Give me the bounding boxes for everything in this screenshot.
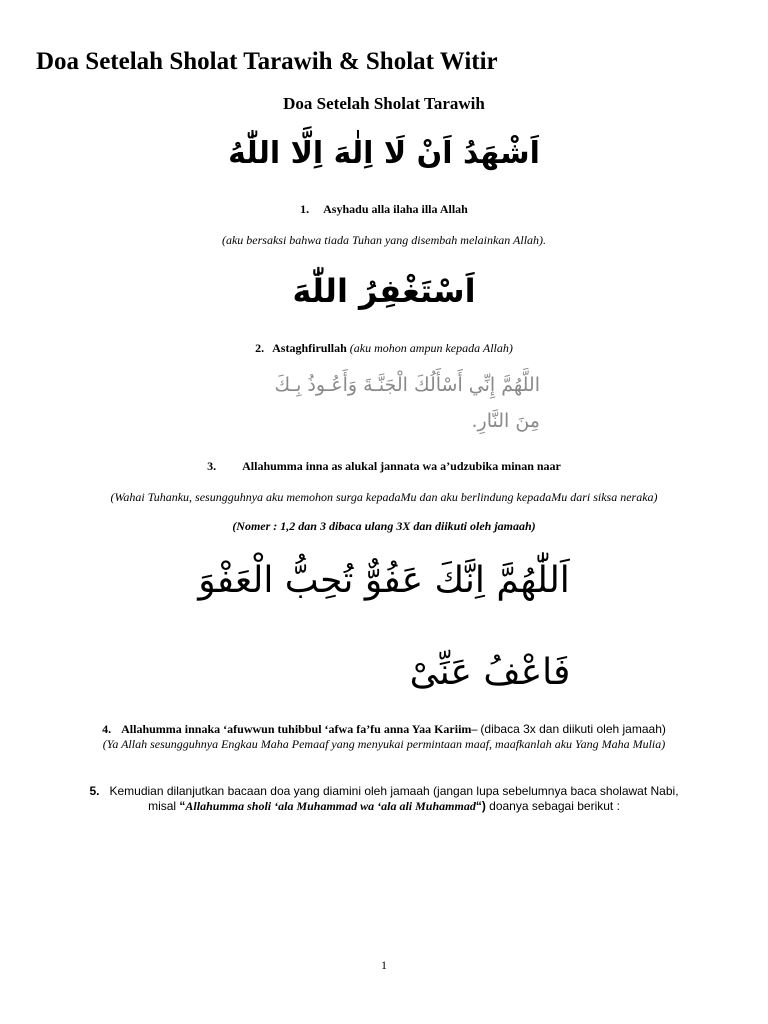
doa2-latin: Astaghfirullah — [272, 341, 347, 355]
doa3-latin: Allahumma inna as alukal jannata wa a’udzubika minan naar — [242, 459, 561, 473]
doa4-number: 4. — [102, 722, 112, 736]
section-subtitle: Doa Setelah Sholat Tarawih — [283, 94, 485, 113]
item5-quote: Allahumma sholi ‘ala Muhammad wa ‘ala ali Muhammad — [185, 799, 476, 813]
doa3-arabic-line1: اللَّهُمَّ إِنِّي أَسْأَلُكَ الْجَنَّـةَ وَأَعُـوذُ بِـكَ — [274, 374, 540, 396]
doa4-dash: – — [471, 722, 478, 736]
doa3-latin-line — [0, 459, 768, 474]
doa1-translation: (aku bersaksi bahwa tiada Tuhan yang disembah melainkan Allah). — [221, 233, 547, 247]
item5-quote-open: “ — [179, 799, 186, 813]
doa2-line — [0, 341, 768, 356]
doa2-arabic: اَسْتَغْفِرُ اللّٰهَ — [292, 272, 476, 310]
doa3-arabic-line2: مِنَ النَّارِ. — [471, 410, 540, 432]
doa3-note: (Nomer : 1,2 dan 3 dibaca ulang 3X dan diikuti oleh jamaah) — [232, 519, 536, 533]
item5-text — [30, 784, 738, 814]
item5-number: 5. — [89, 784, 100, 798]
doa4-text — [30, 722, 738, 752]
page-number: 1 — [381, 958, 387, 972]
item5-line2-start: misal — [148, 799, 180, 813]
page-title: Doa Setelah Sholat Tarawih & Sholat Witir — [36, 48, 498, 75]
item5-quote-close: “) — [475, 799, 486, 813]
doa4-arabic-line1: اَللّٰهُمَّ اِنَّكَ عَفُوٌّ تُحِبُّ الْعَفْوَ — [198, 560, 570, 601]
item5-line1: Kemudian dilanjutkan bacaan doa yang diamini oleh jamaah (jangan lupa sebelumnya baca sholawat Nabi, — [109, 784, 679, 798]
doa2-number: 2. — [255, 341, 265, 355]
doa4-instruction: (dibaca 3x dan diikuti oleh jamaah) — [480, 722, 666, 736]
doa1-latin: Asyhadu alla ilaha illa Allah — [323, 202, 468, 216]
item5-line2-end: doanya sebagai berikut : — [485, 799, 620, 813]
doa1-number: 1. — [300, 202, 310, 216]
doa4-arabic-line2: فَاعْفُ عَنِّىْ — [409, 652, 571, 693]
doa3-number: 3. — [207, 459, 217, 473]
doa3-translation: (Wahai Tuhanku, sesungguhnya aku memohon surga kepadaMu dan aku berlindung kepadaMu dari siksa neraka) — [110, 490, 658, 504]
doa1-arabic: اَشْهَدُ اَنْ لَا اِلٰهَ اِلَّا اللّٰهُ — [228, 136, 540, 171]
doa1-latin-line — [0, 202, 768, 217]
doa4-latin: Allahumma innaka ‘afuwwun tuhibbul ‘afwa fa’fu anna Yaa Kariim — [121, 722, 472, 736]
doa4-translation: (Ya Allah sesungguhnya Engkau Maha Pemaaf yang menyukai permintaan maaf, maafkanlah aku Yang Maha Mulia) — [102, 737, 666, 751]
doa2-translation: (aku mohon ampun kepada Allah) — [349, 341, 513, 355]
